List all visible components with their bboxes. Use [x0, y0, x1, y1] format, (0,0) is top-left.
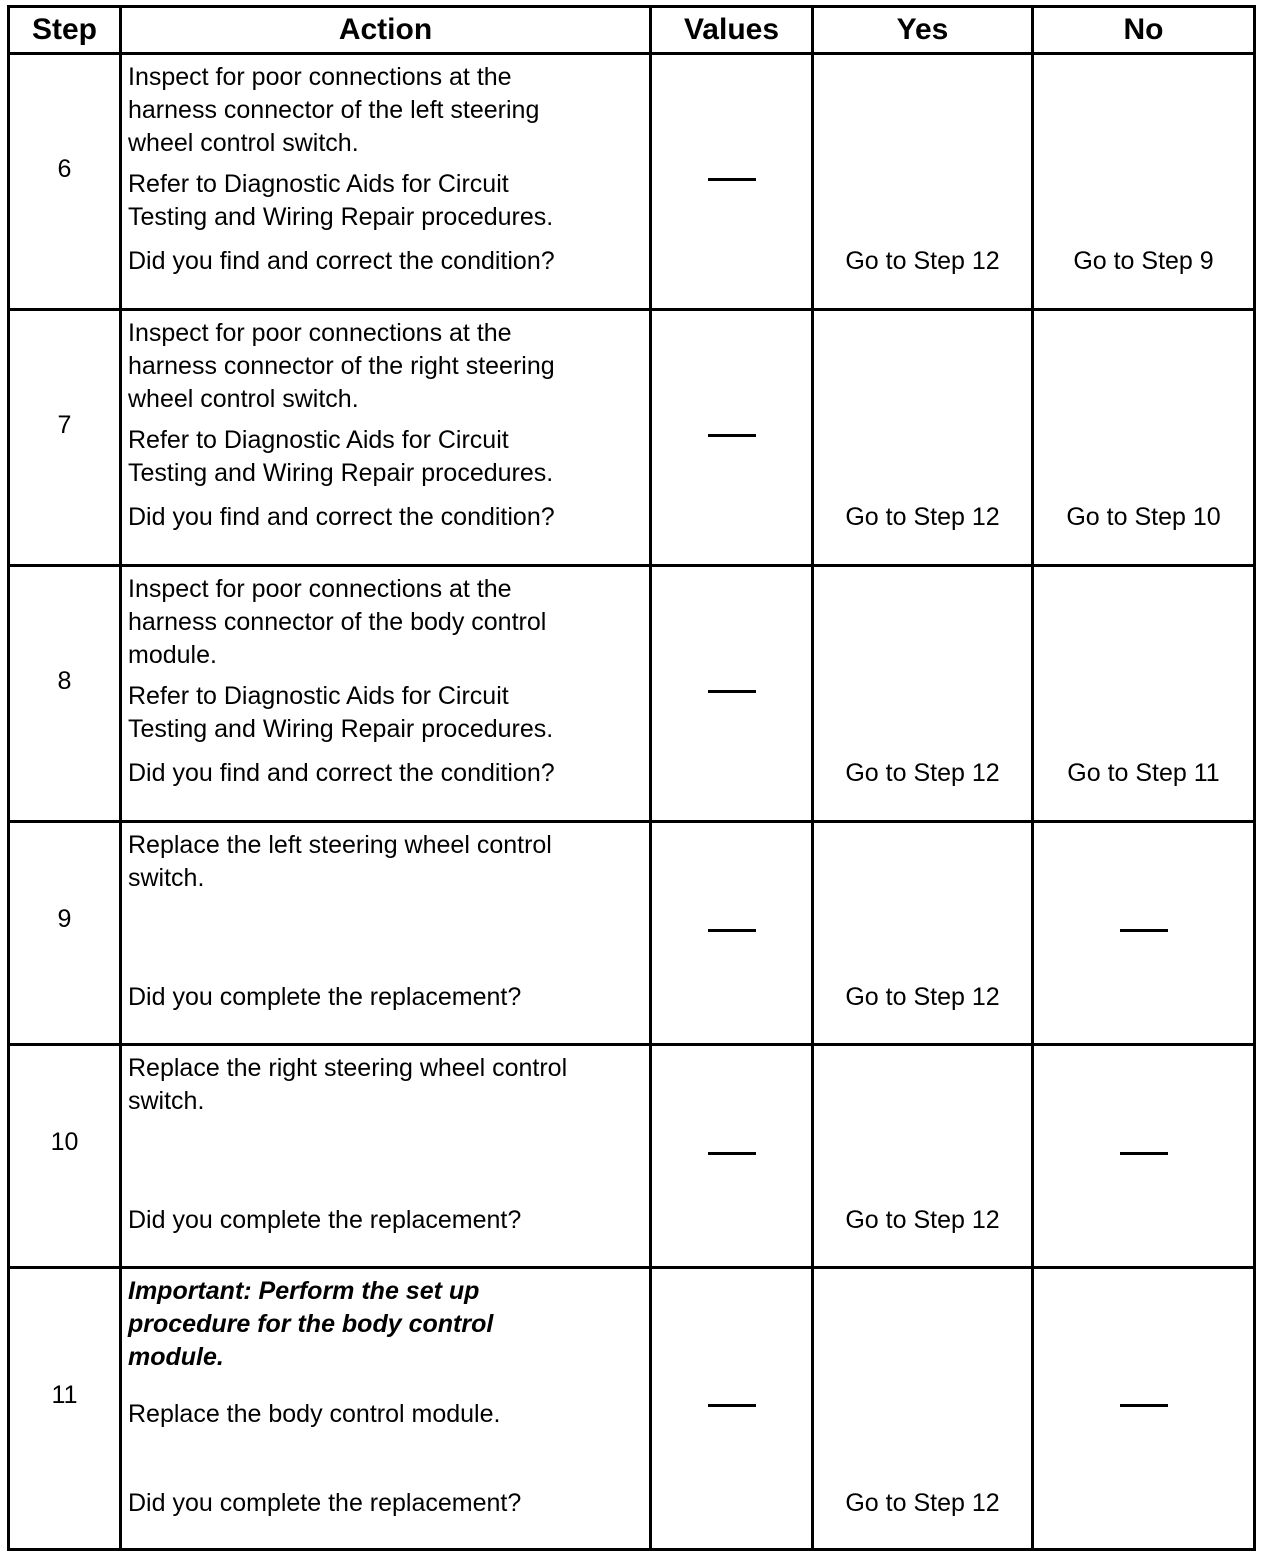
- dash-icon: [1120, 929, 1168, 932]
- dash-icon: [708, 178, 756, 181]
- no-goto: Go to Step 9: [1073, 247, 1214, 275]
- no-cell: [1033, 54, 1255, 310]
- question-text: Did you find and correct the condition?: [128, 759, 555, 787]
- action-cell: [121, 822, 651, 1045]
- step-cell: [9, 310, 121, 566]
- action-line: wheel control switch.: [128, 129, 359, 157]
- no-cell: [1033, 566, 1255, 822]
- step-cell: [9, 822, 121, 1045]
- step-number: 10: [50, 1128, 79, 1156]
- action-line: Inspect for poor connections at the: [128, 319, 512, 347]
- refer-line: Testing and Wiring Repair procedures.: [128, 459, 554, 487]
- step-cell: [9, 54, 121, 310]
- question-text: Did you complete the replacement?: [128, 983, 522, 1011]
- yes-cell: [813, 1045, 1033, 1268]
- important-line: procedure for the body control: [128, 1310, 494, 1338]
- table-row: [9, 1045, 1255, 1268]
- table-row: [9, 310, 1255, 566]
- values-cell: [651, 822, 813, 1045]
- yes-cell: [813, 1268, 1033, 1550]
- header-no: No: [1033, 7, 1255, 54]
- yes-cell: [813, 54, 1033, 310]
- step-number: 9: [57, 905, 72, 933]
- no-goto: Go to Step 10: [1066, 503, 1221, 531]
- question-text: Did you complete the replacement?: [128, 1206, 522, 1234]
- no-goto: Go to Step 11: [1067, 759, 1220, 787]
- refer-line: Refer to Diagnostic Aids for Circuit: [128, 682, 509, 710]
- table-row: [9, 822, 1255, 1045]
- yes-cell: [813, 310, 1033, 566]
- action-cell: [121, 1045, 651, 1268]
- action-line: Replace the right steering wheel control: [128, 1054, 568, 1082]
- yes-goto: Go to Step 12: [845, 759, 1000, 787]
- no-cell: [1033, 822, 1255, 1045]
- action-line: Inspect for poor connections at the: [128, 63, 512, 91]
- action-cell: [121, 310, 651, 566]
- refer-line: Testing and Wiring Repair procedures.: [128, 203, 554, 231]
- question-text: Did you find and correct the condition?: [128, 503, 555, 531]
- step-cell: [9, 1045, 121, 1268]
- action-cell: [121, 54, 651, 310]
- values-cell: [651, 566, 813, 822]
- yes-cell: [813, 822, 1033, 1045]
- dash-icon: [708, 1404, 756, 1407]
- dash-icon: [1120, 1404, 1168, 1407]
- values-cell: [651, 1268, 813, 1550]
- action-line: harness connector of the body control: [128, 608, 547, 636]
- table-row: [9, 566, 1255, 822]
- step-cell: [9, 566, 121, 822]
- dash-icon: [708, 690, 756, 693]
- action-line: Replace the body control module.: [128, 1400, 501, 1428]
- action-line: switch.: [128, 1087, 205, 1115]
- action-cell: [121, 566, 651, 822]
- question-text: Did you complete the replacement?: [128, 1489, 522, 1517]
- table-row: [9, 1268, 1255, 1550]
- yes-goto: Go to Step 12: [845, 1489, 1000, 1517]
- action-line: wheel control switch.: [128, 385, 359, 413]
- action-line: Replace the left steering wheel control: [128, 831, 552, 859]
- action-line: harness connector of the left steering: [128, 96, 540, 124]
- action-line: harness connector of the right steering: [128, 352, 555, 380]
- table-row: [9, 54, 1255, 310]
- values-cell: [651, 310, 813, 566]
- yes-goto: Go to Step 12: [845, 247, 1000, 275]
- refer-line: Refer to Diagnostic Aids for Circuit: [128, 426, 509, 454]
- action-line: module.: [128, 641, 217, 669]
- header-values: Values: [651, 7, 813, 54]
- yes-cell: [813, 566, 1033, 822]
- no-cell: [1033, 1045, 1255, 1268]
- action-line: Inspect for poor connections at the: [128, 575, 512, 603]
- important-line: module.: [128, 1343, 224, 1371]
- values-cell: [651, 54, 813, 310]
- dash-icon: [708, 434, 756, 437]
- yes-goto: Go to Step 12: [845, 503, 1000, 531]
- no-cell: [1033, 310, 1255, 566]
- step-number: 6: [57, 155, 72, 183]
- action-line: switch.: [128, 864, 205, 892]
- header-action: Action: [121, 7, 651, 54]
- dash-icon: [708, 1152, 756, 1155]
- dash-icon: [1120, 1152, 1168, 1155]
- step-number: 8: [57, 667, 72, 695]
- values-cell: [651, 1045, 813, 1268]
- header-row: [9, 7, 1255, 54]
- header-step: Step: [9, 7, 121, 54]
- header-yes: Yes: [813, 7, 1033, 54]
- refer-line: Testing and Wiring Repair procedures.: [128, 715, 554, 743]
- yes-goto: Go to Step 12: [845, 1206, 1000, 1234]
- no-cell: [1033, 1268, 1255, 1550]
- action-cell: [121, 1268, 651, 1550]
- step-number: 7: [57, 411, 72, 439]
- diagnostic-table: [7, 5, 1256, 1551]
- important-line: Important: Perform the set up: [128, 1277, 480, 1305]
- dash-icon: [708, 929, 756, 932]
- yes-goto: Go to Step 12: [845, 983, 1000, 1011]
- step-cell: [9, 1268, 121, 1550]
- step-number: 11: [51, 1381, 78, 1409]
- question-text: Did you find and correct the condition?: [128, 247, 555, 275]
- refer-line: Refer to Diagnostic Aids for Circuit: [128, 170, 509, 198]
